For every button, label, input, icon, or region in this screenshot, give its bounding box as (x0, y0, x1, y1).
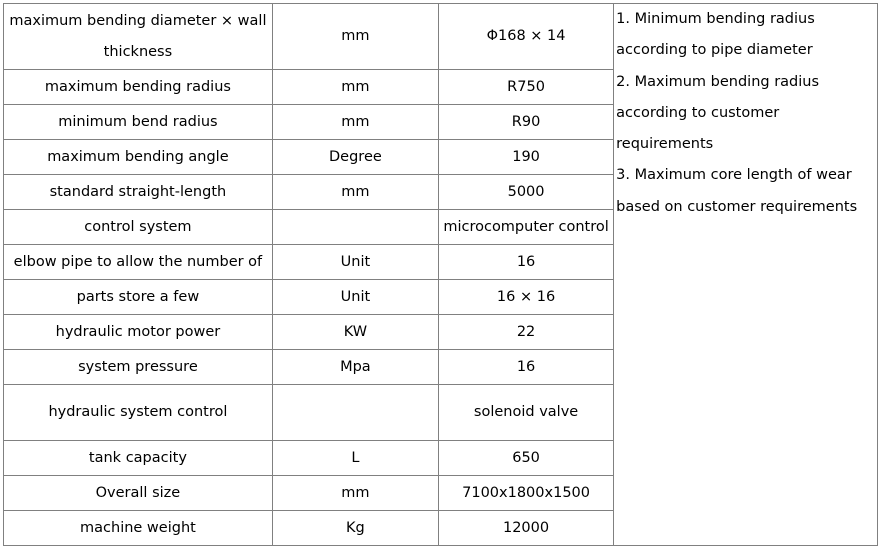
spec-value: 650 (438, 441, 613, 476)
spec-name: hydraulic system control (4, 385, 273, 441)
spec-name: system pressure (4, 350, 273, 385)
spec-unit: L (272, 441, 438, 476)
spec-value: 16 × 16 (438, 280, 613, 315)
spec-name: parts store a few (4, 280, 273, 315)
table-row (4, 4, 878, 70)
spec-value: 190 (438, 140, 613, 175)
spec-unit: Kg (272, 511, 438, 546)
spec-name: Overall size (4, 476, 273, 511)
spec-unit: mm (272, 4, 438, 70)
spec-name: hydraulic motor power (4, 315, 273, 350)
spec-unit (272, 385, 438, 441)
spec-unit: Degree (272, 140, 438, 175)
spec-name: maximum bending angle (4, 140, 273, 175)
spec-value: 16 (438, 350, 613, 385)
spec-value: 7100x1800x1500 (438, 476, 613, 511)
note-line: 2. Maximum bending radius (616, 73, 820, 90)
spec-value: 22 (438, 315, 613, 350)
note-line: according to pipe diameter (616, 42, 813, 59)
notes-cell (614, 4, 878, 546)
note-line: requirements (616, 136, 714, 153)
spec-unit: mm (272, 70, 438, 105)
spec-unit: Unit (272, 280, 438, 315)
spec-unit: Mpa (272, 350, 438, 385)
note-line: 3. Maximum core length of wear (616, 167, 852, 184)
spec-name: tank capacity (4, 441, 273, 476)
spec-unit: mm (272, 175, 438, 210)
spec-name: maximum bending radius (4, 70, 273, 105)
spec-value: 5000 (438, 175, 613, 210)
spec-value: 12000 (438, 511, 613, 546)
spec-value: Φ168 × 14 (438, 4, 613, 70)
note-line: based on customer requirements (616, 198, 858, 215)
spec-unit: mm (272, 476, 438, 511)
note-line: 1. Minimum bending radius (616, 11, 815, 27)
spec-name: control system (4, 210, 273, 245)
spec-name: standard straight-length (4, 175, 273, 210)
spec-name: maximum bending diameter × wall thickness (4, 4, 273, 70)
spec-value: microcomputer control (438, 210, 613, 245)
spec-value: R90 (438, 105, 613, 140)
spec-unit (272, 210, 438, 245)
spec-name: machine weight (4, 511, 273, 546)
spec-value: solenoid valve (438, 385, 613, 441)
spec-name: elbow pipe to allow the number of (4, 245, 273, 280)
spec-unit: KW (272, 315, 438, 350)
spec-name: minimum bend radius (4, 105, 273, 140)
note-line: according to customer (616, 104, 780, 121)
spec-unit: Unit (272, 245, 438, 280)
specifications-table (3, 3, 878, 546)
spec-value: R750 (438, 70, 613, 105)
spec-value: 16 (438, 245, 613, 280)
spec-unit: mm (272, 105, 438, 140)
